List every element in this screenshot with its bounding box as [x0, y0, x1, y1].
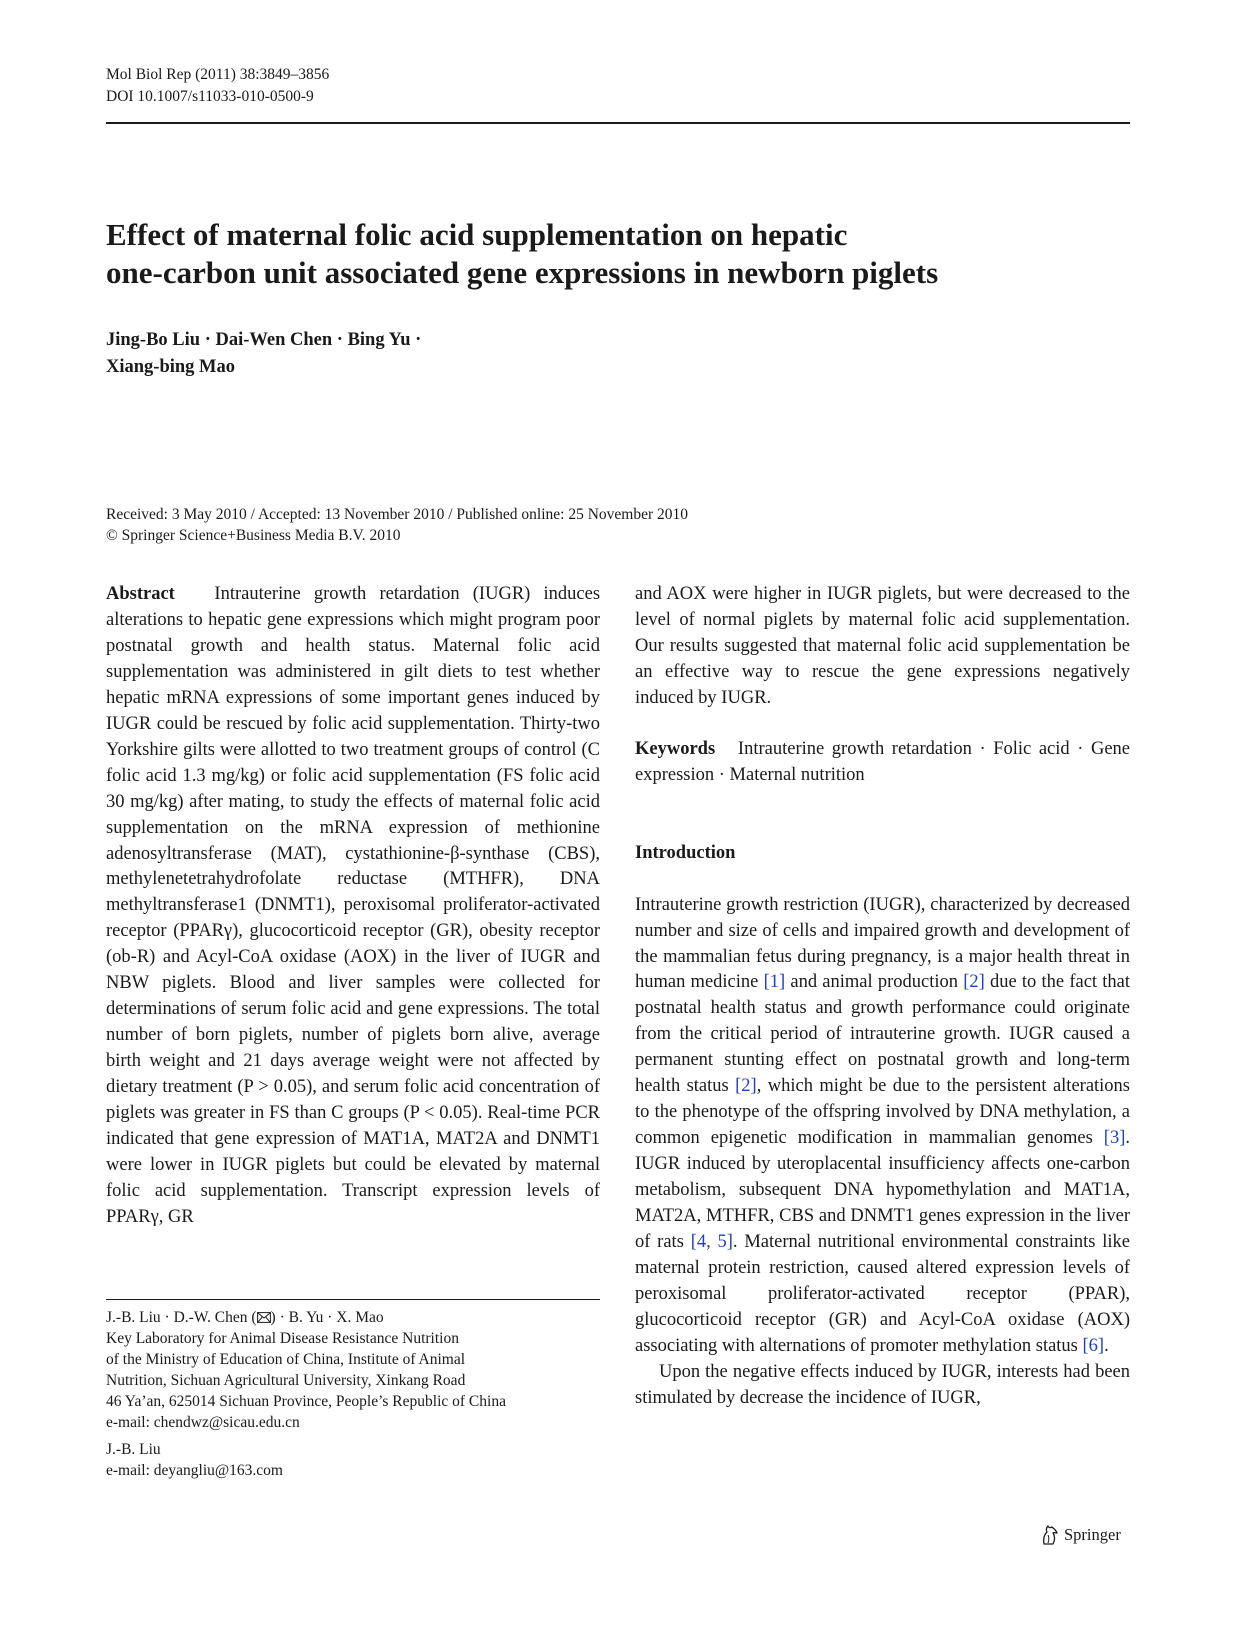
email-liu[interactable]: e-mail: deyangliu@163.com [106, 1462, 283, 1479]
introduction-heading: Introduction [635, 842, 736, 863]
doi[interactable]: DOI 10.1007/s11033-010-0500-9 [106, 88, 314, 105]
title-line-1: Effect of maternal folic acid supplementation on hepatic [106, 217, 848, 252]
keywords-label: Keywords [635, 738, 716, 759]
author-list [106, 327, 706, 381]
citation-link[interactable]: [3] [1103, 1128, 1126, 1149]
introduction-paragraph-2: Upon the negative effects induced by IUGR, interests had been stimulated by decrease the incidence of IUGR, [635, 1361, 1130, 1408]
article-title [106, 216, 1130, 292]
journal-citation: Mol Biol Rep (2011) 38:3849–3856 [106, 66, 330, 83]
abstract-continued: and AOX were higher in IUGR piglets, but were decreased to the level of normal piglets by maternal folic acid supplementation. Our results suggested that maternal folic acid supplementation be an effective way to rescue the gene expressions negatively induced by IUGR. [635, 584, 1130, 708]
publisher-name: Springer [1064, 1525, 1121, 1544]
affiliation-line-2: of the Ministry of Education of China, Institute of Animal [106, 1351, 466, 1368]
springer-horse-icon [1040, 1524, 1060, 1546]
abstract [106, 582, 600, 1231]
authors-line-1: Jing-Bo Liu · Dai-Wen Chen · Bing Yu · [106, 330, 422, 350]
citation-link[interactable]: [4, 5] [690, 1232, 733, 1253]
keywords-text: Intrauterine growth retardation · Folic acid · Gene expression · Maternal nutrition [635, 738, 1130, 785]
email-chen[interactable]: e-mail: chendwz@sicau.edu.cn [106, 1414, 300, 1431]
right-column [635, 582, 1130, 1412]
affiliation-line-1: Key Laboratory for Animal Disease Resistance Nutrition [106, 1330, 459, 1347]
citation-link[interactable]: [6] [1082, 1335, 1105, 1356]
citation-link[interactable]: [2] [963, 972, 985, 993]
author-affiliation [106, 1307, 600, 1433]
keywords [635, 737, 1130, 789]
footnote-authors: J.-B. Liu · D.-W. Chen ( ) · B. Yu · X. Mao [106, 1309, 384, 1326]
affiliation-line-3: Nutrition, Sichuan Agricultural University, Xinkang Road [106, 1372, 466, 1389]
footnote-rule [106, 1299, 600, 1300]
left-column [106, 582, 600, 1231]
author-liu-name: J.-B. Liu [106, 1441, 161, 1458]
second-author-contact [106, 1439, 600, 1481]
citation-link[interactable]: [1] [763, 972, 786, 993]
springer-logo [1040, 1524, 1121, 1546]
envelope-icon [257, 1312, 271, 1323]
introduction-paragraph-1: Intrauterine growth restriction (IUGR), characterized by decreased number and size of cells and impaired growth and development of the mammalian fetus during pregnancy, is a major health threat in human medicine [1] and animal production [2] due to the fact that postnatal health status and growth performance could originate from the critical period of intrauterine growth. IUGR caused a permanent stunting effect on postnatal growth and long-term health status [2], which might be due to the persistent alterations to the phenotype of the offspring involved by DNA methylation, a common epigenetic modification in mammalian genomes [3]. IUGR induced by uteroplacental insufficiency affects one-carbon metabolism, subsequent DNA hypomethylation and MAT1A, MAT2A, MTHFR, CBS and DNMT1 genes expression in the liver of rats [4, 5]. Maternal nutritional environmental constraints like maternal protein restriction, caused altered expression levels of peroxisomal proliferator-activated receptor (PPAR), glucocorticoid receptor (GR) and Acyl-CoA oxidase (AOX) associating with alternations of promoter methylation status [6]. [635, 894, 1131, 1356]
copyright: © Springer Science+Business Media B.V. 2010 [106, 527, 401, 544]
title-line-2: one-carbon unit associated gene expressions in newborn piglets [106, 255, 939, 290]
abstract-text-left: Intrauterine growth retardation (IUGR) induces alterations to hepatic gene expressions which might program poor postnatal growth and health status. Maternal folic acid supplementation was administered in gilt diets to test whether hepatic mRNA expressions of some important genes induced by IUGR could be rescued by folic acid supplementation. Thirty-two Yorkshire gilts were allotted to two treatment groups of control (C folic acid 1.3 mg/kg) or folic acid supplementation (FS folic acid 30 mg/kg) after mating, to study the effects of maternal folic acid supplementation on the mRNA expression of methionine adenosyltransferase (MAT), cystathionine-β-synthase (CBS), methylenetetrahydrofolate reductase (MTHFR), DNA methyltransferase1 (DNMT1), peroxisomal proliferator-activated receptor (PPARγ), glucocorticoid receptor (GR), obesity receptor (ob-R) and Acyl-CoA oxidase (AOX) in the liver of IUGR and NBW piglets. Blood and liver samples were collected for determinations of serum folic acid and gene expressions. The total number of born piglets, number of piglets born alive, average birth weight and 21 days average weight were not affected by dietary treatment (P > 0.05), and serum folic acid concentration of piglets was greater in FS than C groups (P < 0.05). Real-time PCR indicated that gene expression of MAT1A, MAT2A and DNMT1 were lower in IUGR piglets but could be elevated by maternal folic acid supplementation. Transcript expression levels of PPARγ, GR [106, 584, 601, 1227]
citation-link[interactable]: [2] [735, 1076, 757, 1097]
header-rule [106, 122, 1130, 124]
affiliation-line-4: 46 Ya’an, 625014 Sichuan Province, People’s Republic of China [106, 1393, 506, 1410]
abstract-label: Abstract [106, 584, 175, 604]
received-accepted-published: Received: 3 May 2010 / Accepted: 13 November 2010 / Published online: 25 November 2010 [106, 506, 688, 523]
article-dates [106, 504, 1130, 546]
authors-line-2: Xiang-bing Mao [106, 357, 236, 377]
